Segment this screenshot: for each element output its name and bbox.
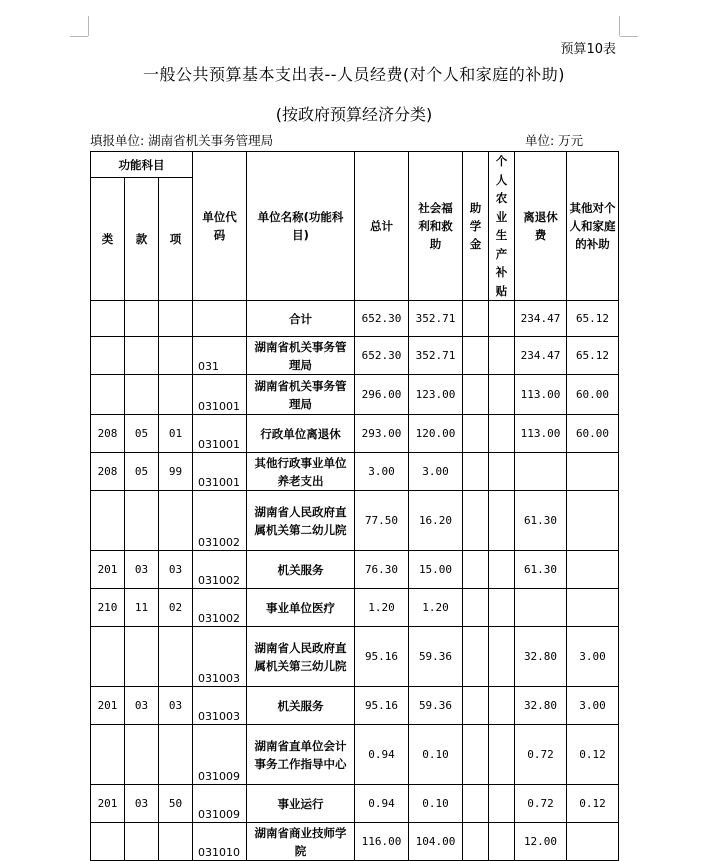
cell-other-subsidy <box>567 551 619 589</box>
cell-total: 293.00 <box>355 415 409 453</box>
cell-lei <box>91 725 125 785</box>
cell-xiang <box>159 375 193 415</box>
cell-total: 652.30 <box>355 337 409 375</box>
cell-unit-name: 行政单位离退休 <box>247 415 355 453</box>
document-subtitle: (按政府预算经济分类) <box>275 105 433 124</box>
cell-agri-subsidy <box>489 453 515 491</box>
cell-total: 296.00 <box>355 375 409 415</box>
cell-unit-name: 湖南省人民政府直属机关第三幼儿院 <box>247 627 355 687</box>
cell-social-welfare: 3.00 <box>409 453 463 491</box>
cell-agri-subsidy <box>489 337 515 375</box>
table-row <box>91 687 619 725</box>
cell-lei: 210 <box>91 589 125 627</box>
cell-retirement: 32.80 <box>515 627 567 687</box>
cell-unit-name: 湖南省直单位会计事务工作指导中心 <box>247 725 355 785</box>
cell-lei: 201 <box>91 551 125 589</box>
cell-other-subsidy: 3.00 <box>567 687 619 725</box>
cell-unit-code: 031002 <box>193 589 247 627</box>
table-row <box>91 823 619 861</box>
cell-retirement: 234.47 <box>515 301 567 337</box>
cell-agri-subsidy <box>489 823 515 861</box>
cell-total: 0.94 <box>355 785 409 823</box>
cell-grant <box>463 301 489 337</box>
cell-social-welfare: 0.10 <box>409 725 463 785</box>
cell-other-subsidy <box>567 589 619 627</box>
cell-grant <box>463 785 489 823</box>
cell-total: 77.50 <box>355 491 409 551</box>
cell-total: 652.30 <box>355 301 409 337</box>
cell-total: 116.00 <box>355 823 409 861</box>
cell-unit-name: 湖南省商业技师学院 <box>247 823 355 861</box>
cell-kuan: 05 <box>125 453 159 491</box>
cell-total: 95.16 <box>355 627 409 687</box>
cell-lei <box>91 491 125 551</box>
cell-unit-code: 031001 <box>193 453 247 491</box>
cell-kuan: 03 <box>125 551 159 589</box>
table-row <box>91 627 619 687</box>
cell-grant <box>463 375 489 415</box>
cell-social-welfare: 352.71 <box>409 337 463 375</box>
cell-unit-name: 事业单位医疗 <box>247 589 355 627</box>
cell-xiang <box>159 491 193 551</box>
crop-mark-top-right <box>619 16 638 36</box>
cell-unit-code: 031003 <box>193 627 247 687</box>
cell-kuan <box>125 301 159 337</box>
budget-table <box>90 151 619 861</box>
cell-unit-name: 机关服务 <box>247 551 355 589</box>
cell-unit-code: 031002 <box>193 551 247 589</box>
crop-mark-top-left-h <box>70 36 88 37</box>
cell-lei <box>91 823 125 861</box>
cell-unit-code: 031 <box>193 337 247 375</box>
crop-mark-top-right-h <box>620 36 638 37</box>
cell-lei: 208 <box>91 415 125 453</box>
crop-mark-top-left <box>70 16 89 36</box>
cell-retirement: 12.00 <box>515 823 567 861</box>
cell-other-subsidy <box>567 453 619 491</box>
table-row <box>91 375 619 415</box>
cell-other-subsidy: 0.12 <box>567 725 619 785</box>
table-row <box>91 301 619 337</box>
cell-unit-code: 031003 <box>193 687 247 725</box>
cell-total: 3.00 <box>355 453 409 491</box>
cell-lei <box>91 337 125 375</box>
cell-other-subsidy: 3.00 <box>567 627 619 687</box>
cell-agri-subsidy <box>489 589 515 627</box>
cell-lei <box>91 627 125 687</box>
cell-total: 0.94 <box>355 725 409 785</box>
table-row <box>91 725 619 785</box>
header-lei: 类 <box>91 178 125 301</box>
cell-social-welfare: 104.00 <box>409 823 463 861</box>
cell-kuan <box>125 725 159 785</box>
cell-unit-name: 合计 <box>247 301 355 337</box>
cell-grant <box>463 551 489 589</box>
cell-kuan: 03 <box>125 687 159 725</box>
cell-grant <box>463 337 489 375</box>
cell-agri-subsidy <box>489 415 515 453</box>
cell-xiang: 03 <box>159 687 193 725</box>
header-function-subject: 功能科目 <box>91 152 193 178</box>
header-agri-subsidy: 个人农业生产补贴 <box>489 152 515 301</box>
cell-xiang <box>159 725 193 785</box>
cell-retirement: 0.72 <box>515 785 567 823</box>
cell-xiang: 99 <box>159 453 193 491</box>
cell-lei: 208 <box>91 453 125 491</box>
cell-agri-subsidy <box>489 491 515 551</box>
cell-social-welfare: 120.00 <box>409 415 463 453</box>
cell-unit-name: 其他行政事业单位养老支出 <box>247 453 355 491</box>
table-row <box>91 551 619 589</box>
cell-unit-code: 031001 <box>193 415 247 453</box>
cell-grant <box>463 491 489 551</box>
cell-other-subsidy: 65.12 <box>567 301 619 337</box>
cell-lei <box>91 301 125 337</box>
report-meta <box>90 131 618 149</box>
cell-agri-subsidy <box>489 725 515 785</box>
cell-grant <box>463 823 489 861</box>
header-other-subsidy: 其他对个人和家庭的补助 <box>567 152 619 301</box>
cell-unit-code: 031009 <box>193 785 247 823</box>
cell-kuan <box>125 627 159 687</box>
header-grant: 助学金 <box>463 152 489 301</box>
cell-unit-code: 031001 <box>193 375 247 415</box>
cell-total: 95.16 <box>355 687 409 725</box>
cell-unit-name: 湖南省人民政府直属机关第二幼儿院 <box>247 491 355 551</box>
table-row <box>91 453 619 491</box>
cell-xiang <box>159 823 193 861</box>
cell-unit-name: 机关服务 <box>247 687 355 725</box>
cell-agri-subsidy <box>489 627 515 687</box>
cell-other-subsidy: 0.12 <box>567 785 619 823</box>
table-row <box>91 491 619 551</box>
cell-xiang <box>159 627 193 687</box>
cell-other-subsidy: 60.00 <box>567 375 619 415</box>
cell-kuan: 11 <box>125 589 159 627</box>
cell-other-subsidy: 65.12 <box>567 337 619 375</box>
cell-unit-name: 湖南省机关事务管理局 <box>247 337 355 375</box>
table-row <box>91 785 619 823</box>
reporting-unit: 填报单位: 湖南省机关事务管理局 <box>90 133 274 148</box>
cell-retirement: 61.30 <box>515 491 567 551</box>
cell-grant <box>463 687 489 725</box>
table-row <box>91 415 619 453</box>
table-row <box>91 589 619 627</box>
cell-agri-subsidy <box>489 687 515 725</box>
header-social-welfare: 社会福利和救助 <box>409 152 463 301</box>
cell-lei <box>91 375 125 415</box>
cell-agri-subsidy <box>489 301 515 337</box>
cell-grant <box>463 453 489 491</box>
cell-xiang <box>159 301 193 337</box>
cell-social-welfare: 0.10 <box>409 785 463 823</box>
cell-kuan: 05 <box>125 415 159 453</box>
cell-retirement <box>515 589 567 627</box>
cell-grant <box>463 589 489 627</box>
cell-total: 1.20 <box>355 589 409 627</box>
cell-kuan <box>125 491 159 551</box>
cell-total: 76.30 <box>355 551 409 589</box>
cell-kuan <box>125 375 159 415</box>
header-xiang: 项 <box>159 178 193 301</box>
currency-unit: 单位: 万元 <box>525 133 584 148</box>
cell-agri-subsidy <box>489 551 515 589</box>
cell-agri-subsidy <box>489 785 515 823</box>
cell-xiang: 01 <box>159 415 193 453</box>
cell-retirement: 113.00 <box>515 415 567 453</box>
cell-unit-code: 031002 <box>193 491 247 551</box>
table-row <box>91 337 619 375</box>
cell-xiang: 02 <box>159 589 193 627</box>
cell-lei: 201 <box>91 687 125 725</box>
cell-xiang: 50 <box>159 785 193 823</box>
header-total: 总计 <box>355 152 409 301</box>
cell-social-welfare: 123.00 <box>409 375 463 415</box>
cell-retirement: 0.72 <box>515 725 567 785</box>
cell-retirement: 113.00 <box>515 375 567 415</box>
cell-kuan: 03 <box>125 785 159 823</box>
cell-other-subsidy <box>567 491 619 551</box>
cell-retirement: 61.30 <box>515 551 567 589</box>
cell-grant <box>463 725 489 785</box>
cell-agri-subsidy <box>489 375 515 415</box>
cell-social-welfare: 59.36 <box>409 627 463 687</box>
cell-social-welfare: 59.36 <box>409 687 463 725</box>
cell-xiang <box>159 337 193 375</box>
cell-social-welfare: 352.71 <box>409 301 463 337</box>
cell-unit-code: 031009 <box>193 725 247 785</box>
cell-social-welfare: 1.20 <box>409 589 463 627</box>
cell-grant <box>463 415 489 453</box>
document-title: 一般公共预算基本支出表--人员经费(对个人和家庭的补助) <box>142 65 566 84</box>
cell-unit-code: 031010 <box>193 823 247 861</box>
cell-unit-name: 事业运行 <box>247 785 355 823</box>
header-kuan: 款 <box>125 178 159 301</box>
cell-other-subsidy <box>567 823 619 861</box>
cell-unit-code <box>193 301 247 337</box>
cell-retirement: 234.47 <box>515 337 567 375</box>
cell-xiang: 03 <box>159 551 193 589</box>
cell-social-welfare: 15.00 <box>409 551 463 589</box>
cell-grant <box>463 627 489 687</box>
cell-kuan <box>125 337 159 375</box>
cell-social-welfare: 16.20 <box>409 491 463 551</box>
cell-retirement: 32.80 <box>515 687 567 725</box>
header-unit-code: 单位代码 <box>193 152 247 301</box>
header-retirement: 离退休费 <box>515 152 567 301</box>
cell-other-subsidy: 60.00 <box>567 415 619 453</box>
cell-kuan <box>125 823 159 861</box>
cell-lei: 201 <box>91 785 125 823</box>
page-number: 预算10表 <box>560 42 616 57</box>
header-unit-name: 单位名称(功能科目) <box>247 152 355 301</box>
cell-unit-name: 湖南省机关事务管理局 <box>247 375 355 415</box>
cell-retirement <box>515 453 567 491</box>
